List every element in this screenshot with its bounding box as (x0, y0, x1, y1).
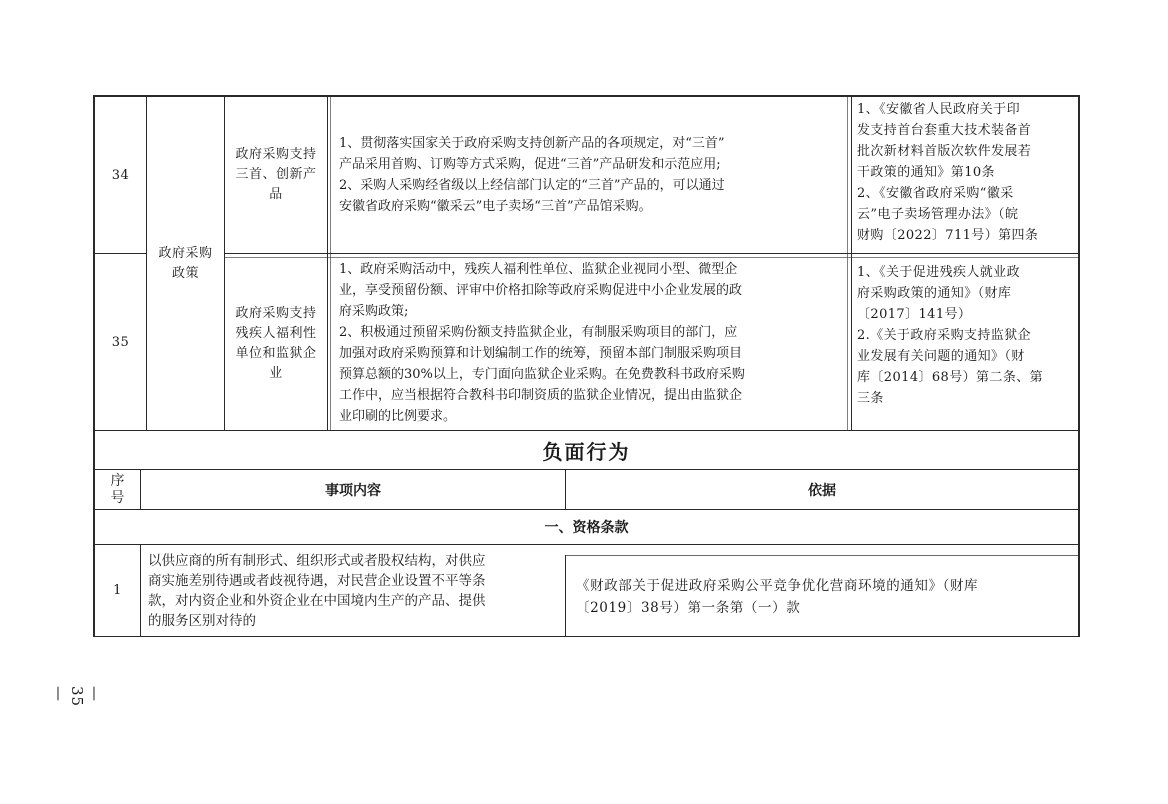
row-35-content (333, 259, 847, 430)
basis-line: 业发展有关问题的通知》（财 (857, 349, 1025, 364)
basis-text (857, 262, 1078, 409)
basis-line: 2.《关于政府采购支持监狱企 (857, 328, 1032, 343)
row-35-number (95, 254, 146, 430)
content-line: 2、采购人采购经省级以上经信部门认定的“三首”产品的，可以通过 (339, 178, 725, 193)
row-34-content (333, 97, 847, 253)
content-line: 预算总额的30%以上，专门面向监狱企业采购。在免费教科书政府采购 (339, 367, 745, 382)
basis-line: 府采购政策的通知》（财库 (857, 286, 1012, 301)
grid-line (330, 95, 331, 430)
section-title (95, 510, 1078, 544)
page-number (52, 686, 102, 716)
basis-line: 《财政部关于促进政府采购公平竞争优化营商环境的通知》（财库 (576, 578, 979, 594)
negative-title (95, 431, 1078, 469)
row-number-text: 35 (111, 334, 130, 350)
content-line: 产品采用首购、订购等方式采购，促进“三首”产品研发和示范应用; (339, 157, 721, 172)
page-number-text: —35— (50, 686, 104, 708)
content-line: 工作中，应当根据符合教科书印制资质的监狱企业情况，提出由监狱企 (339, 388, 743, 403)
content-line: 府采购政策; (339, 304, 409, 319)
grid-line (847, 95, 848, 430)
content-line: 商实施差别待遇或者歧视待遇，对民营企业设置不平等条 (148, 572, 486, 589)
content-line: 业，享受预留份额、评审中价格扣除等政府采购促进中小企业发展的政 (339, 283, 743, 298)
grid-line (224, 95, 225, 430)
header-basis (566, 470, 1078, 509)
basis-line: 〔2019〕38号）第一条第（一）款 (576, 600, 801, 616)
grid-line (93, 636, 1080, 637)
item-text: 政府采购支持三首、创新产品 (235, 147, 317, 202)
row-34-number (95, 97, 146, 253)
row-number-text: 1 (113, 583, 122, 598)
basis-text (576, 575, 978, 619)
basis-line: 财购〔2022〕711号）第四条 (857, 228, 1039, 243)
grid-line (565, 555, 1079, 556)
header-basis-text: 依据 (808, 482, 836, 499)
section-title-text: 一、资格条款 (544, 520, 629, 536)
content-line: 业印刷的比例要求。 (339, 409, 457, 424)
basis-line: 库〔2014〕68号）第二条、第 (857, 370, 1044, 385)
grid-line (224, 253, 1079, 254)
basis-line: 2、《安徽省政府采购“徽采 (857, 186, 1014, 201)
header-no-text: 序号 (110, 472, 125, 506)
content-line: 款，对内资企业和外资企业在中国境内生产的产品、提供 (148, 592, 486, 609)
category-text: 政府采购政策 (158, 245, 213, 281)
basis-line: 1、《安徽省人民政府关于印 (857, 102, 1020, 117)
content-text (339, 259, 847, 427)
header-content (141, 470, 565, 509)
content-line: 1、贯彻落实国家关于政府采购支持创新产品的各项规定，对“三首” (339, 136, 725, 151)
basis-line: 干政策的通知》第10条 (857, 165, 995, 180)
negative-title-text: 负面行为 (542, 439, 631, 464)
lower-row-1-content (141, 545, 565, 636)
basis-text (857, 99, 1078, 246)
content-text (339, 133, 725, 217)
row-34-basis (852, 99, 1078, 253)
lower-row-1-number (95, 545, 140, 636)
basis-line: 批次新材料首版次软件发展若 (857, 144, 1032, 159)
grid-line (327, 95, 328, 430)
content-line: 2、积极通过预留采购份额支持监狱企业，有制服采购项目的部门，应 (339, 325, 738, 340)
header-no (95, 470, 140, 509)
basis-line: 发支持首台套重大技术装备首 (857, 123, 1032, 138)
content-line: 的服务区别对待的 (148, 612, 256, 629)
content-line: 安徽省政府采购“徽采云”电子卖场“三首”产品馆采购。 (339, 199, 652, 214)
content-line: 以供应商的所有制形式、组织形式或者股权结构，对供应 (148, 552, 486, 569)
grid-line (224, 257, 1079, 258)
row-number-text: 34 (111, 167, 130, 183)
lower-row-1-basis (566, 558, 1078, 636)
basis-line: 1、《关于促进残疾人就业政 (857, 265, 1020, 280)
basis-line: 云”电子卖场管理办法》（皖 (857, 207, 1019, 222)
row-35-item (228, 258, 324, 430)
basis-line: 三条 (857, 391, 884, 406)
content-text (148, 551, 486, 631)
content-line: 加强对政府采购预算和计划编制工作的统筹，预留本部门制服采购项目 (339, 346, 743, 361)
basis-line: 〔2017〕141号） (857, 307, 972, 322)
row-34-item (228, 97, 324, 253)
item-text: 政府采购支持残疾人福利性单位和监狱企业 (235, 306, 317, 381)
category-cell (147, 97, 224, 430)
row-35-basis (852, 262, 1078, 430)
content-line: 1、政府采购活动中，残疾人福利性单位、监狱企业视同小型、微型企 (339, 262, 738, 277)
header-content-text: 事项内容 (325, 482, 381, 499)
